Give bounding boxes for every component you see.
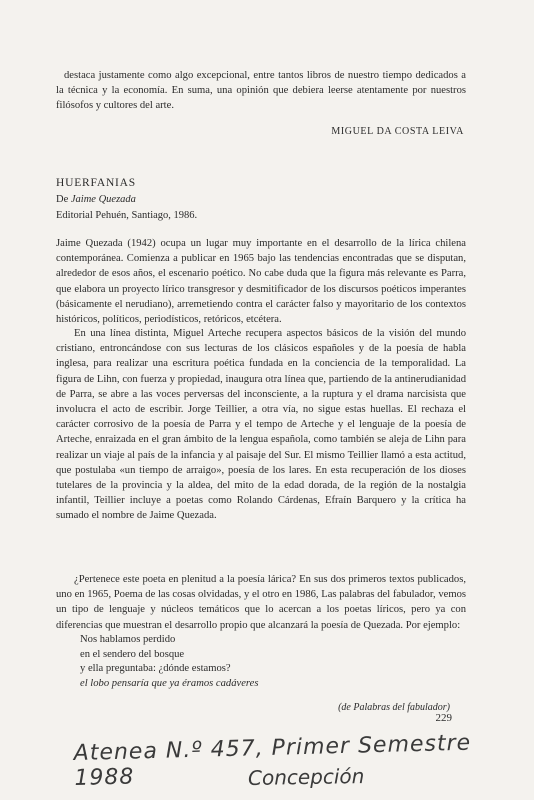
poem-line: el lobo pensaría que ya éramos cadáveres <box>80 677 259 689</box>
signature: MIGUEL DA COSTA LEIVA <box>331 126 464 137</box>
poem-line: en el sendero del bosque <box>80 648 185 660</box>
poem-line: Nos hablamos perdido <box>80 634 176 645</box>
poem-source: (de Palabras del fabulador) <box>338 702 450 713</box>
review-publisher: Editorial Pehuén, Santiago, 1986. <box>56 210 198 221</box>
body-paragraph-3: ¿Pertenece este poeta en plenitud a la poesía lárica? En sus dos primeros textos publicados, uno en 1965, Poema de las cosas olvidadas, y el otro en 1986, Las palabras del fabulador, vemos un tipo de lenguaje y núcleos temáticos que lo acercan a los poetas líricos, pero ya con diferencias que muestran el desarrollo propio que alcanzará la poesía de Quezada. Por ejemplo: <box>56 574 466 631</box>
page-number: 229 <box>435 712 452 724</box>
intro-paragraph: destaca justamente como algo excepcional, entre tantos libros de nuestro tiempo dedicados a la técnica y la economía. En suma, una opinión que debiera leerse atentamente por nuestros filósofos y cultores del arte. <box>56 70 466 112</box>
body-paragraph-2: En una línea distinta, Miguel Arteche recupera aspectos básicos de la visión del mundo cristiano, entroncándose con sus lecturas de los clásicos españoles y de la poesía de habla inglesa, para realizar una escritura poética fundada en la conciencia de la temporalidad. La figura de Lihn, con fuerza y propiedad, inaugura otra línea que, partiendo de la antinerudianidad de Parra, se abre a las voces perversas del inconsciente, a la ruptura y el drama narcisista que involucra el acto de escribir. Jorge Teillier, a otra vía, no sigue estas huellas. El rechaza el carácter corrosivo de la poesía de Parra y el tempo de Arteche y el lenguaje de la poesía de Arteche, enraizada en el gran ámbito de la lengua española, como también se aleja de Lihn para realizar un viaje al país de la infancia y al paisaje del Sur. El mismo Teillier llamó a esta actitud, que postulaba «un tiempo de arraigo», poesía de los lares. En esta recuperación de los dioses tutelares de la provincia y la aldea, del mito de la edad dorada, de la región de la nostalgia infantil, Teillier incluye a poetas como Rolando Cárdenas, Efraín Barquero y la crítica ha sumado el nombre de Jaime Quezada. <box>56 328 466 522</box>
handwritten-city: Concepción <box>247 763 365 791</box>
review-title: HUERFANIAS <box>56 177 136 189</box>
poem-line: y ella preguntaba: ¿dónde estamos? <box>80 663 231 674</box>
body-paragraph-1: Jaime Quezada (1942) ocupa un lugar muy importante en el desarrollo de la lírica chilena contemporánea. Comienza a publicar en 1965 bajo las tendencias encontradas que se disputan, alrededor de esos años, el escenario poético. No cabe duda que la figura más relevante es Parra, que elabora un proyecto lírico transgresor y desmitificador de los discursos poéticos imperantes (básicamente el nerudiano), arremetiendo contra el carácter falso y mayoritario de los contextos históricos, políticos, periodísticos, retóricos, etcétera. <box>56 238 466 326</box>
review-author-line <box>56 194 136 205</box>
handwritten-note: Atenea N.º 457, Primer Semestre 1988 <box>73 730 472 792</box>
author-prefix: De <box>56 194 69 205</box>
author-name: Jaime Quezada <box>70 194 136 205</box>
poem-excerpt <box>80 633 259 691</box>
